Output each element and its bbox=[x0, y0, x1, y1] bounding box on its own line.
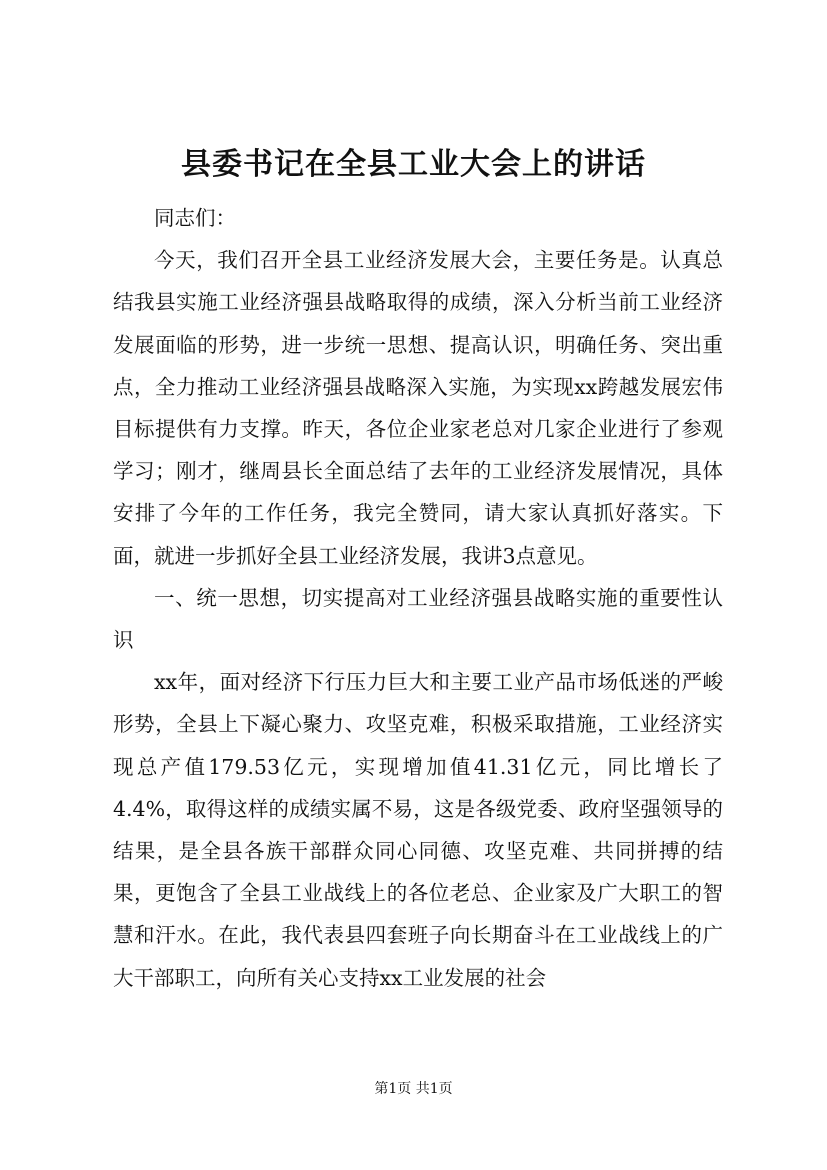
document-body bbox=[113, 197, 723, 999]
salutation-paragraph: 同志们： bbox=[154, 206, 236, 230]
body-paragraph: xx年，面对经济下行压力巨大和主要工业产品市场低迷的严峻形势，全县上下凝心聚力、攻坚克难，积极采取措施，工业经济实现总产值179.53亿元，实现增加值41.31亿元，同比增长了4.4%，取得这样的成绩实属不易，这是各级党委、政府坚强领导的结果，是全县各族干部群众同心同德、攻坚克难、共同拼搏的结果，更饱含了全县工业战线上的各位老总、企业家及广大职工的智慧和汗水。在此，我代表县四套班子向长期奋斗在工业战线上的广大干部职工，向所有关心支持xx工业发展的社会 bbox=[113, 670, 723, 990]
intro-paragraph: 今天，我们召开全县工业经济发展大会，主要任务是。认真总结我县实施工业经济强县战略取得的成绩，深入分析当前工业经济发展面临的形势，进一步统一思想、提高认识，明确任务、突出重点，全力推动工业经济强县战略深入实施，为实现xx跨越发展宏伟目标提供有力支撑。昨天，各位企业家老总对几家企业进行了参观学习；刚才，继周县长全面总结了去年的工业经济发展情况，具体安排了今年的工作任务，我完全赞同，请大家认真抓好落实。下面，就进一步抓好全县工业经济发展，我讲3点意见。 bbox=[113, 248, 723, 568]
section-heading: 一、统一思想，切实提高对工业经济强县战略实施的重要性认识 bbox=[113, 585, 723, 653]
page-footer: 第1页 共1页 bbox=[374, 1081, 453, 1097]
document-title: 县委书记在全县工业大会上的讲话 bbox=[181, 147, 646, 182]
